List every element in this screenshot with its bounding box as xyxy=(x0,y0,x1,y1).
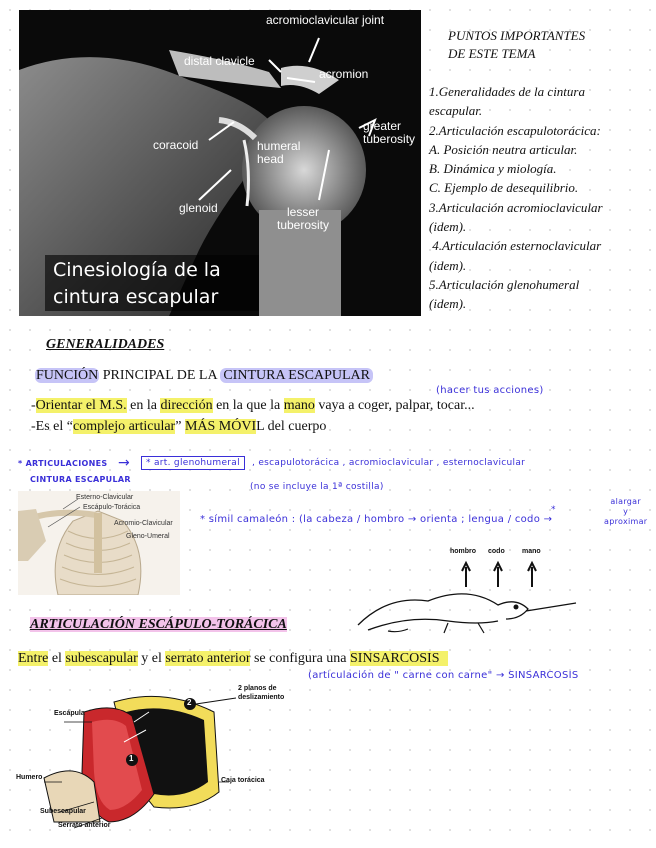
xray-title-line1: Cinesiología de la xyxy=(53,259,221,281)
text-span: se configura una xyxy=(250,651,351,666)
note-articulaciones: * ARTICULACIONES xyxy=(18,459,108,468)
chameleon-label-codo: codo xyxy=(488,548,505,555)
xray-title-box xyxy=(45,255,259,311)
text-span: -Es el “ xyxy=(31,419,73,434)
key-points-list xyxy=(429,82,654,314)
list-item: 1.Generalidades de la cintura xyxy=(429,84,585,99)
list-item: (idem). xyxy=(429,219,467,235)
list-item: (idem). xyxy=(429,257,467,273)
section-heading-generalidades: GENERALIDADES xyxy=(46,337,165,352)
list-item: escapular. xyxy=(429,103,483,119)
xray-label-ac-joint: acromioclavicular joint xyxy=(266,13,385,27)
scap-label-escapula: Escápula xyxy=(54,710,85,717)
note-arrow: → xyxy=(118,455,131,471)
note-alargar-1: alargar xyxy=(610,497,641,506)
function-heading xyxy=(35,368,373,384)
chameleon-image xyxy=(348,545,580,635)
scap-label-serrato: Serrato anterior xyxy=(58,822,111,829)
highlight-orientar: Orientar el M.S. xyxy=(35,398,127,413)
chameleon-label-hombro: hombro xyxy=(450,548,477,555)
key-points-heading-line2: DE ESTE TEMA xyxy=(448,46,536,61)
note-alargar xyxy=(604,497,647,527)
highlight-entre: Entre xyxy=(18,651,49,666)
highlight-direccion: dirección xyxy=(160,398,213,413)
text-span: ” xyxy=(175,419,185,434)
thorax-label-acromio: Acromio-Clavicular xyxy=(114,520,173,527)
list-item: 3.Articulación acromioclavicular xyxy=(429,199,603,215)
scap-label-subescapular: Subescapular xyxy=(40,808,86,815)
section-heading-escapulo-toracica xyxy=(30,617,287,633)
text-line-orientar xyxy=(31,398,475,414)
highlight-sinsarcosis: SINSARCOSIS xyxy=(350,651,447,666)
highlight-complejo: complejo articular xyxy=(72,419,176,434)
note-glenohumeral-box: * art. glenohumeral xyxy=(141,456,245,470)
highlight-mas-movil: MÁS MÓVI xyxy=(184,419,257,434)
text-span: y el xyxy=(137,651,166,666)
scap-label-planos: 2 planos de xyxy=(238,685,277,692)
note-no-incluye: (no se incluye la 1ª costilla) xyxy=(250,482,384,492)
xray-title-line2: cintura escapular xyxy=(53,286,219,308)
xray-label-humeral-head: humeral head xyxy=(257,139,301,166)
list-item: 4.Articulación esternoclavicular xyxy=(429,238,602,254)
xray-label-glenoid: glenoid xyxy=(179,201,218,215)
text-span: - xyxy=(31,398,36,413)
highlight-mano: mano xyxy=(283,398,315,413)
xray-image xyxy=(19,10,421,316)
text-span: en la xyxy=(126,398,161,413)
thorax-label-escapulo: Escápulo-Torácica xyxy=(83,504,141,511)
scap-label-caja: Caja torácica xyxy=(221,777,265,784)
scap-number-2: 2 xyxy=(187,698,192,707)
text-span: en la que la xyxy=(212,398,284,413)
scap-label-deslizamiento: deslizamiento xyxy=(238,694,285,701)
scapula-section-image xyxy=(14,682,285,832)
xray-label-greater-tuberosity: greater tuberosity xyxy=(363,119,416,146)
note-asterisk: * xyxy=(551,505,556,515)
scap-label-humero: Humero xyxy=(16,774,43,781)
xray-label-lesser-tuberosity: lesser tuberosity xyxy=(276,205,330,232)
note-cintura: CINTURA ESCAPULAR xyxy=(30,475,131,484)
list-item: B. Dinámica y miología. xyxy=(429,161,557,177)
text-span: el xyxy=(48,651,66,666)
function-mid: PRINCIPAL DE LA xyxy=(99,368,221,383)
text-line-complejo xyxy=(31,419,326,435)
thorax-image xyxy=(18,491,180,595)
xray-label-acromion: acromion xyxy=(319,67,369,81)
text-line-sinsarcosis xyxy=(18,651,448,667)
text-span: L del cuerpo xyxy=(256,419,327,434)
note-acciones: (hacer tus acciones) xyxy=(436,385,544,396)
note-alargar-3: aproximar xyxy=(604,517,648,526)
note-alargar-2: y xyxy=(623,507,629,516)
thorax-label-gleno: Gleno-Umeral xyxy=(126,533,170,540)
note-others: , escapulotorácica , acromioclavicular , esternoclavicular xyxy=(252,458,526,468)
chameleon-label-mano: mano xyxy=(522,548,541,555)
list-item: A. Posición neutra articular. xyxy=(429,141,578,157)
highlight-serrato: serrato anterior xyxy=(165,651,251,666)
key-points-heading xyxy=(448,27,585,63)
note-simil-camaleon: * símil camaleón : (la cabeza / hombro → orienta ; lengua / codo → xyxy=(200,514,553,525)
thorax-label-esterno: Esterno-Clavicular xyxy=(76,494,134,501)
list-item: 2.Articulación escapulotorácica: xyxy=(429,122,601,138)
list-item: 5.Articulación glenohumeral xyxy=(429,276,580,292)
chameleon-drawing xyxy=(348,545,580,635)
xray-label-distal-clavicle: distal clavicle xyxy=(184,54,255,68)
list-item: C. Ejemplo de desequilibrio. xyxy=(429,180,579,196)
heading-highlight: ARTICULACIÓN ESCÁPULO-TORÁCICA xyxy=(30,617,287,632)
function-word: FUNCIÓN xyxy=(36,368,99,383)
scap-number-1: 1 xyxy=(129,754,134,763)
text-span: vaya a coger, palpar, tocar... xyxy=(314,398,475,413)
note-carne-con-carne: (articulación de " carne con carne" → SINSARCOSIS xyxy=(308,670,579,681)
highlight-subescapular: subescapular xyxy=(65,651,138,666)
key-points-heading-line1: PUNTOS IMPORTANTES xyxy=(448,28,586,43)
list-item: (idem). xyxy=(429,296,467,312)
xray-label-coracoid: coracoid xyxy=(153,138,199,152)
function-cintura: CINTURA ESCAPULAR xyxy=(220,368,373,383)
